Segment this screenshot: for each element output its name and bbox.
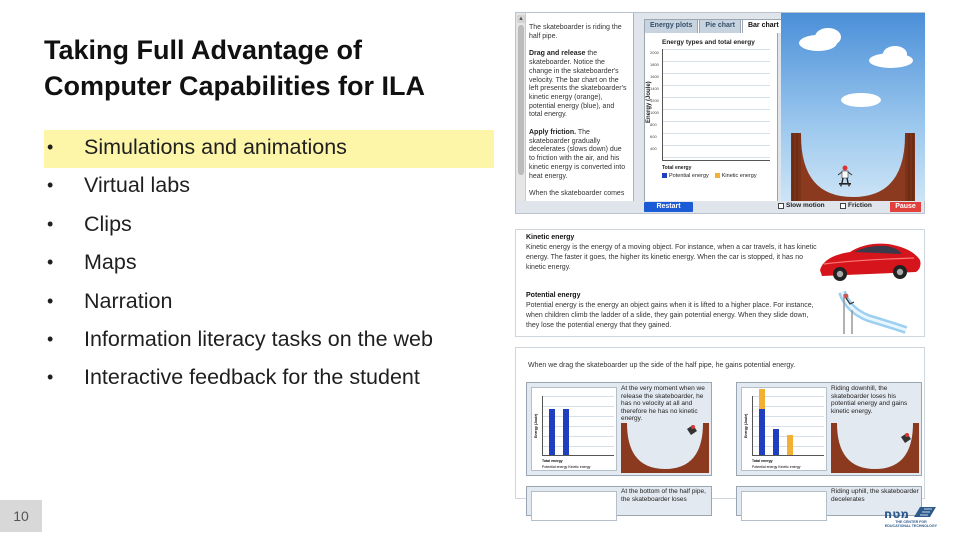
bullet-dot: • bbox=[47, 137, 54, 157]
bullet-dot: • bbox=[47, 175, 54, 196]
title-line-1: Taking Full Advantage of bbox=[44, 35, 363, 65]
tab-bar-chart[interactable]: Bar chart bbox=[742, 19, 785, 33]
bullet-text: Narration bbox=[84, 288, 173, 313]
bullet-item bbox=[44, 207, 494, 245]
kinetic-title: Kinetic energy bbox=[526, 234, 575, 241]
instruction-text: The skateboarder gradually decelerates (slows down) due to friction with the air, and his kinetic energy is converted into heat energy. bbox=[529, 129, 626, 180]
card-text: At the very moment when we release the skateboarder, he has no velocity at all and therefore he has no kinetic energy. bbox=[621, 385, 705, 423]
mini-bar-potential bbox=[563, 409, 569, 455]
logo-mark: מטח bbox=[884, 507, 910, 521]
mini-plot bbox=[752, 396, 824, 456]
simulation-panel bbox=[515, 12, 925, 214]
bullet-dot: • bbox=[47, 213, 54, 234]
simulation-controls bbox=[516, 201, 924, 213]
tab-energy-plots[interactable]: Energy plots bbox=[644, 19, 698, 33]
cloud bbox=[815, 28, 841, 46]
bullet-item bbox=[44, 284, 494, 322]
half-pipe-illustration bbox=[831, 423, 919, 473]
bullet-text: Clips bbox=[84, 211, 132, 236]
card-text: At the bottom of the half pipe, the skateboarder loses bbox=[621, 488, 706, 503]
sequence-card bbox=[526, 382, 712, 476]
half-pipe-scene[interactable] bbox=[781, 13, 925, 201]
bullet-list bbox=[44, 130, 494, 399]
bar-chart-plot bbox=[662, 49, 770, 161]
bullet-dot: • bbox=[47, 367, 54, 388]
bullet-text: Simulations and animations bbox=[84, 135, 347, 159]
bullet-text: Virtual labs bbox=[84, 173, 190, 198]
instruction-paragraph bbox=[529, 129, 629, 181]
title-line-2: Computer Capabilities for ILA bbox=[44, 71, 426, 101]
checkbox-icon[interactable] bbox=[840, 203, 846, 209]
mini-bar-kinetic bbox=[787, 435, 793, 455]
mini-caption: Total energy bbox=[542, 459, 563, 463]
cloud bbox=[883, 46, 907, 62]
kinetic-section bbox=[526, 233, 822, 273]
potential-title: Potential energy bbox=[526, 292, 581, 299]
mini-bar-chart bbox=[741, 387, 827, 471]
logo-caption: THE CENTER FOR EDUCATIONAL TECHNOLOGY bbox=[884, 520, 938, 528]
potential-section bbox=[526, 291, 822, 331]
kinetic-text: Kinetic energy is the energy of a moving object. For instance, when a car travels, it has kinetic energy. The faster it goes, the higher its kinetic energy. When the car is stopped, it has no kinetic energy. bbox=[526, 244, 817, 271]
red-car-image bbox=[814, 234, 924, 284]
legend-kinetic bbox=[715, 173, 757, 179]
legend-label: Kinetic energy bbox=[721, 173, 757, 179]
checkbox-label: Slow motion bbox=[786, 202, 825, 209]
bullet-item bbox=[44, 245, 494, 283]
instruction-paragraph: When the skateboarder comes bbox=[529, 190, 625, 198]
instruction-bold: Drag and release bbox=[529, 50, 586, 58]
bullet-dot: • bbox=[47, 328, 54, 349]
mini-bar-potential bbox=[773, 429, 779, 455]
cloud bbox=[841, 93, 881, 107]
bullet-item bbox=[44, 130, 494, 168]
potential-swatch bbox=[662, 173, 667, 178]
mini-legend: Potential energy Kinetic energy bbox=[542, 465, 591, 469]
chart-legend bbox=[662, 173, 757, 179]
chart-title: Energy types and total energy bbox=[662, 39, 755, 46]
water-slide-image bbox=[828, 290, 908, 336]
simulation-instructions bbox=[516, 13, 634, 213]
legend-label: Potential energy bbox=[669, 173, 709, 179]
energy-info-panel bbox=[515, 229, 925, 337]
card-text: Riding downhill, the skateboarder loses his potential energy and gains kinetic energy. bbox=[831, 385, 908, 415]
x-axis-label: Total energy bbox=[662, 165, 692, 171]
half-pipe-illustration bbox=[621, 423, 709, 473]
chart-tabs bbox=[644, 19, 786, 33]
card-text: Riding uphill, the skateboarder decelerates bbox=[831, 488, 919, 503]
scroll-thumb[interactable] bbox=[518, 25, 524, 175]
half-pipe bbox=[791, 131, 915, 203]
restart-button[interactable]: Restart bbox=[644, 202, 693, 212]
cet-logo-icon bbox=[880, 505, 938, 533]
bullet-text: Information literacy tasks on the web bbox=[84, 326, 433, 351]
bullet-dot: • bbox=[47, 290, 54, 311]
tab-pie-chart[interactable]: Pie chart bbox=[699, 19, 741, 33]
mini-plot bbox=[542, 396, 614, 456]
sequence-card bbox=[526, 486, 712, 516]
instruction-paragraph: The skateboarder is riding the half pipe. bbox=[529, 24, 622, 40]
mini-legend: Potential energy Kinetic energy bbox=[752, 465, 801, 469]
kinetic-swatch bbox=[715, 173, 720, 178]
scroll-up-icon[interactable]: ▲ bbox=[518, 16, 524, 22]
bullet-item bbox=[44, 322, 494, 360]
slide-title bbox=[44, 32, 484, 104]
instruction-paragraph bbox=[529, 50, 629, 120]
legend-potential bbox=[662, 173, 709, 179]
instructions-scrollbar[interactable] bbox=[516, 13, 526, 213]
mini-caption: Total energy bbox=[752, 459, 773, 463]
mini-y-label: Energy (Joule) bbox=[534, 413, 538, 438]
skateboarder-icon[interactable] bbox=[838, 165, 852, 187]
bullet-dot: • bbox=[47, 252, 54, 273]
mini-bar-chart bbox=[531, 491, 617, 521]
friction-checkbox[interactable] bbox=[840, 202, 872, 209]
potential-text: Potential energy is the energy an object gains when it is lifted to a higher place. For instance, when children climb the ladder of a slide, they gain potential energy. When they slide down, they lose the potential energy that they gained. bbox=[526, 302, 814, 329]
mini-bar-chart bbox=[531, 387, 617, 471]
mini-bar-chart bbox=[741, 491, 827, 521]
checkbox-icon[interactable] bbox=[778, 203, 784, 209]
y-axis-label: Energy (Joule) bbox=[646, 81, 652, 123]
mini-bar-total-kinetic bbox=[759, 389, 765, 409]
sequence-card bbox=[736, 382, 922, 476]
pause-button[interactable]: Pause bbox=[890, 202, 921, 212]
mini-y-label: Energy (Joule) bbox=[744, 413, 748, 438]
instruction-text: the skateboarder. Notice the change in the skateboarder's velocity. The bar chart on the left presents the skateboarder's kinetic energy (orange), potential energy (blue), and total energy. bbox=[529, 50, 627, 119]
slow-motion-checkbox[interactable] bbox=[778, 202, 825, 209]
mini-bar-total-potential bbox=[759, 409, 765, 455]
checkbox-label: Friction bbox=[848, 202, 872, 209]
instruction-bold: Apply friction. bbox=[529, 129, 577, 137]
bullet-item bbox=[44, 360, 494, 398]
bullet-text: Maps bbox=[84, 250, 137, 275]
bullet-text: Interactive feedback for the student bbox=[84, 365, 420, 390]
y-tick-labels: 2000 1800 1600 1400 1200 1000 800 600 400 bbox=[650, 50, 659, 151]
bullet-item bbox=[44, 168, 494, 206]
energy-sequence-panel bbox=[515, 347, 925, 503]
mini-bar-total bbox=[549, 409, 555, 455]
sequence-heading: When we drag the skateboarder up the side of the half pipe, he gains potential energy. bbox=[528, 362, 796, 369]
page-number: 10 bbox=[0, 500, 42, 532]
